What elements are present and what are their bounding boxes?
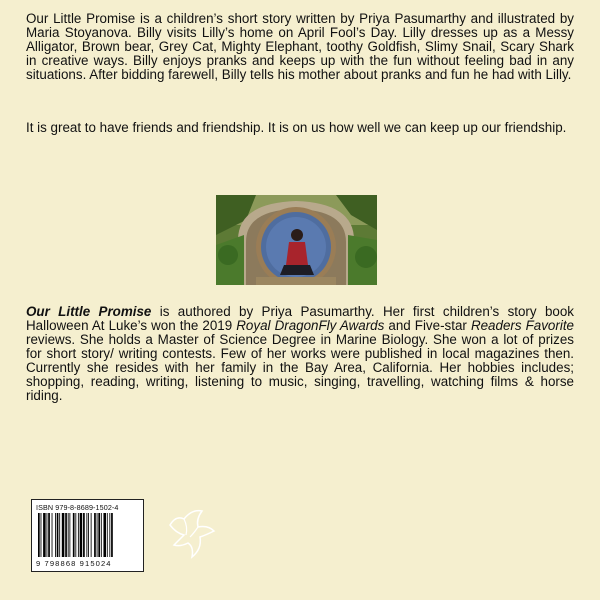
isbn-label: ISBN 979-8-8689-1502-4	[36, 503, 119, 512]
barcode-bars	[36, 513, 139, 558]
award-name: Royal DragonFly Awards	[236, 318, 385, 333]
book-title: Our Little Promise	[26, 304, 152, 319]
bio-text-1: is authored by Priya Pasumarthy. Her first children’s story book Halloween At Luke’s won the 2019	[26, 304, 574, 333]
isbn-barcode	[31, 499, 144, 572]
dove-icon	[162, 505, 224, 572]
bio-text-3: reviews. She holds a Master of Science Degree in Marine Biology. She won a lot of prizes for short story/ writing contests. Few of her works were published in local magazines then. Currently she resides with her family in the Bay Area, California. Her hobbies includes; shopping, reading, writing, listening to music, singing, travelling, watching films & horse riding.	[26, 332, 574, 403]
author-photo	[216, 195, 377, 285]
barcode-digits: 9 798868 915024	[36, 559, 112, 568]
moral-paragraph: It is great to have friends and friendship. It is on us how well we can keep up our friendship.	[26, 120, 567, 135]
reviews-name: Readers Favorite	[470, 318, 574, 333]
bio-text-2: and Five-star	[384, 318, 471, 333]
author-bio-paragraph	[26, 305, 574, 403]
synopsis-paragraph: Our Little Promise is a children’s short story written by Priya Pasumarthy and illustrated by Maria Stoyanova. Billy visits Lilly’s home on April Fool’s Day. Lilly dresses up as a Messy Alligator, Brown bear, Grey Cat, Mighty Elephant, toothy Goldfish, Slimy Snail, Scary Shark in creative ways. Billy enjoys pranks and keeps up with the fun without feeling bad in any situations. After bidding farewell, Billy tells his mother about pranks and fun he had with Lilly.	[26, 11, 574, 82]
